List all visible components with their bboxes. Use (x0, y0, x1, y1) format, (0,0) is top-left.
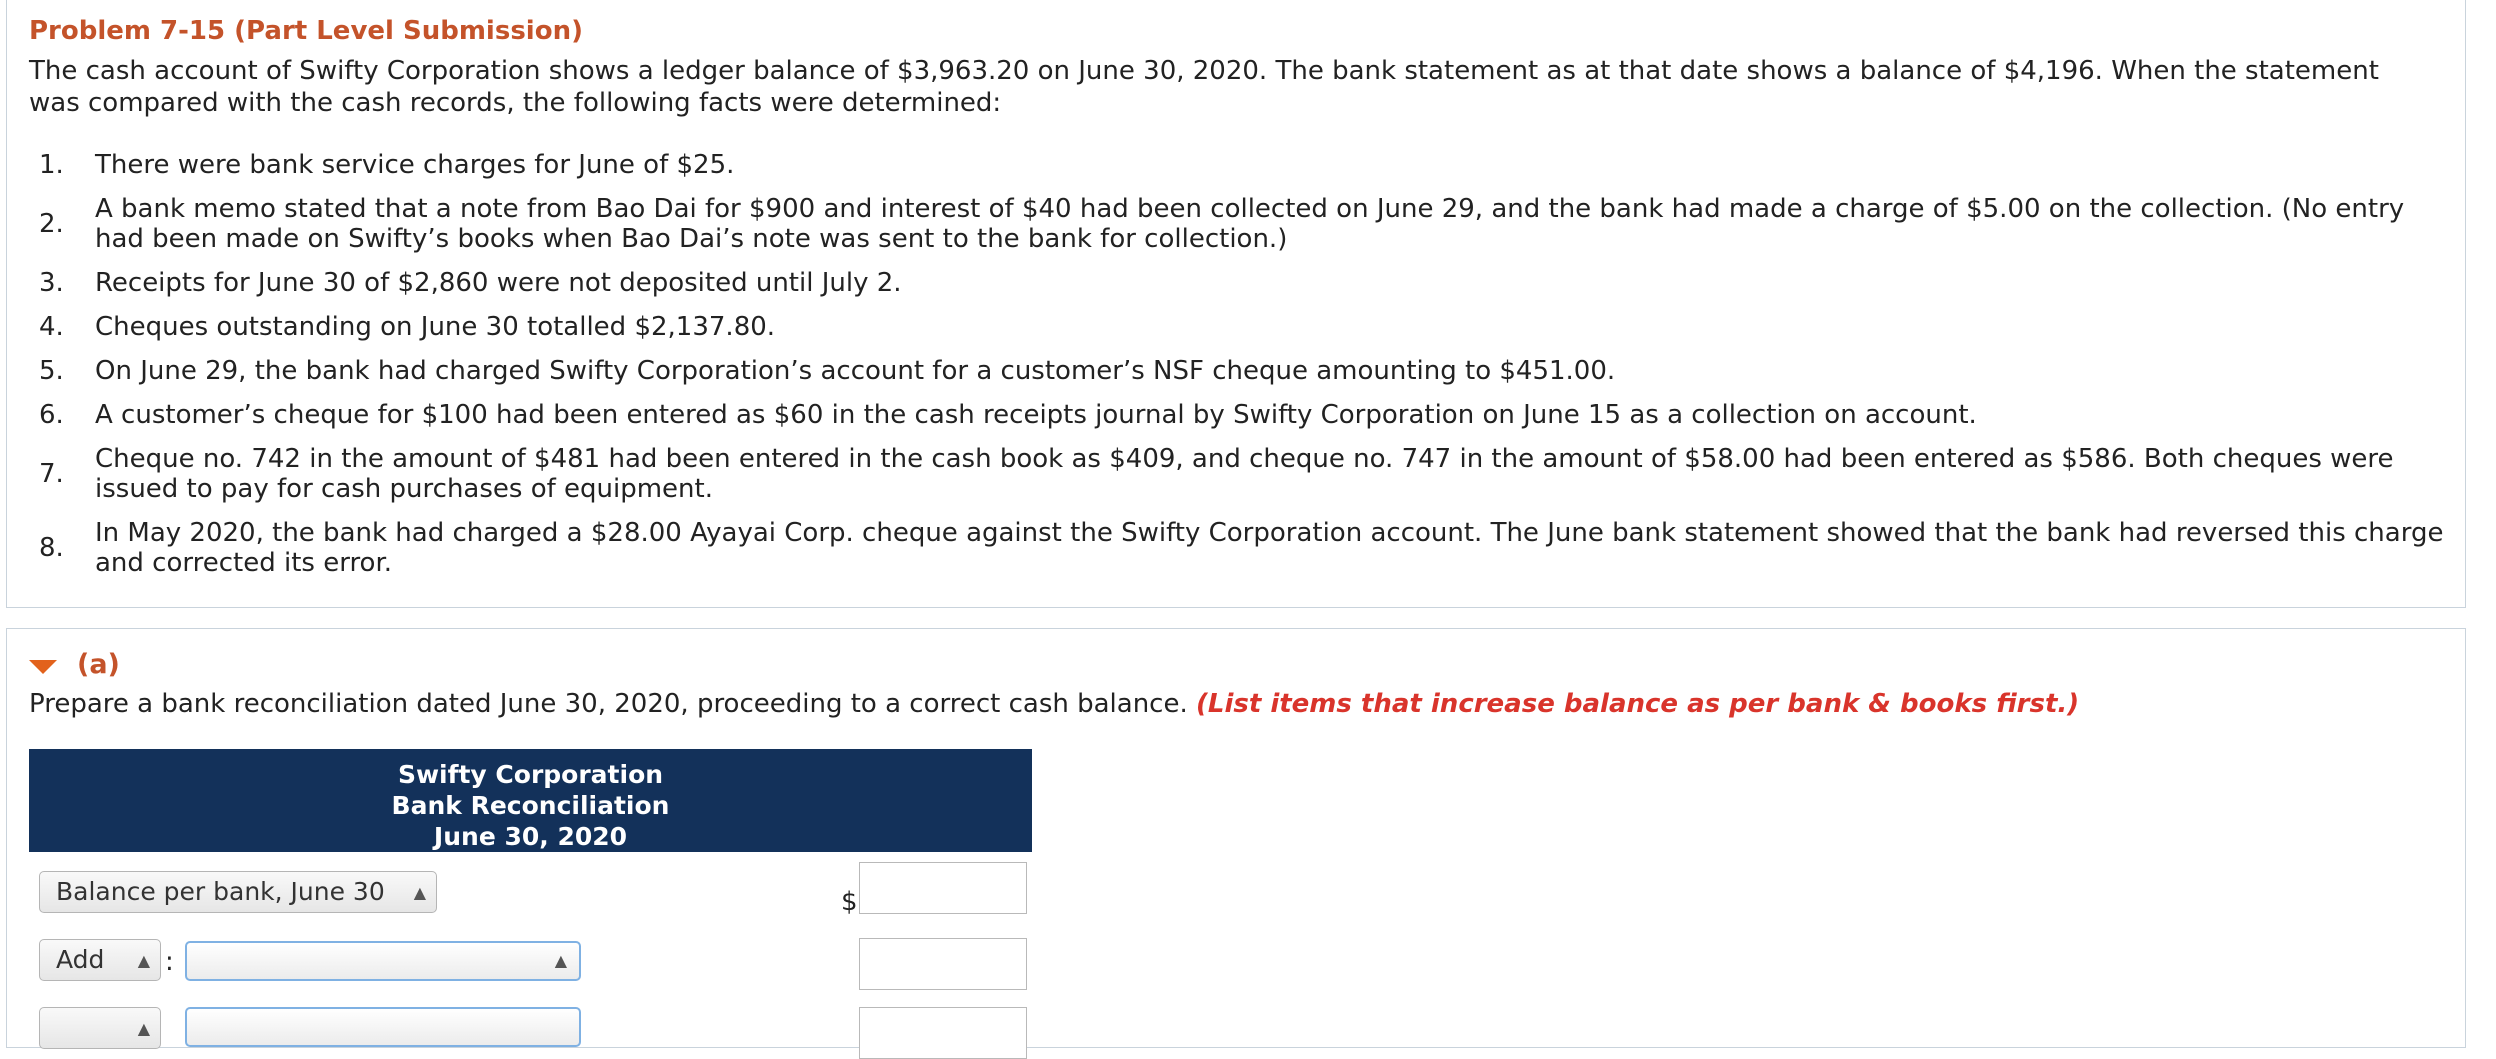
fact-text: Cheque no. 742 in the amount of $481 had been entered in the cash book as $409, and cheque no. 747 in the amount of $58.00 had been entered as $586. Both cheques were issued to pay for cash purchases of equipment. (95, 444, 2394, 504)
fact-text: In May 2020, the bank had charged a $28.00 Ayayai Corp. cheque against the Swifty Corporation account. The June bank statement showed that the bank had reversed this charge and corrected its error. (95, 518, 2444, 578)
balance-amount-input[interactable] (859, 862, 1027, 914)
reconciliation-header (29, 749, 1032, 852)
fact-number: 8. (39, 533, 64, 563)
fact-number: 6. (39, 400, 64, 430)
currency-symbol: $ (841, 887, 858, 917)
fact-text: A bank memo stated that a note from Bao Dai for $900 and interest of $40 had been collected on June 29, and the bank had made a charge of $5.00 on the collection. (No entry had been made on Swifty’s books when Bao Dai’s note was sent to the bank for collection.) (95, 194, 2405, 254)
fact-number: 3. (39, 268, 64, 298)
up-down-arrows-icon: ▲ (137, 951, 150, 970)
fact-text: Receipts for June 30 of $2,860 were not deposited until July 2. (95, 268, 902, 298)
fact-number: 7. (39, 459, 64, 489)
fact-text: Cheques outstanding on June 30 totalled $2,137.80. (95, 312, 776, 342)
part-a-heading[interactable]: (a) (77, 649, 120, 680)
up-down-arrows-icon: ▲ (413, 883, 426, 902)
part-a-instruction (29, 689, 2079, 719)
fact-text: There were bank service charges for June of $25. (95, 150, 735, 180)
balance-select[interactable] (39, 871, 437, 913)
add-select-value: Add (56, 945, 105, 974)
add-amount-input[interactable] (859, 938, 1027, 990)
fact-text: On June 29, the bank had charged Swifty Corporation’s account for a customer’s NSF cheque amounting to $451.00. (95, 356, 1616, 386)
row3-item-select[interactable] (185, 1007, 581, 1047)
instruction-text: Prepare a bank reconciliation dated June 30, 2020, proceeding to a correct cash balance. (29, 689, 1188, 719)
instruction-hint: (List items that increase balance as per bank & books first.) (1196, 689, 2080, 719)
company-name: Swifty Corporation (397, 760, 664, 789)
fact-number: 1. (39, 150, 64, 180)
problem-panel (6, 0, 2466, 608)
fact-number: 4. (39, 312, 64, 342)
statement-name: Bank Reconciliation (391, 791, 670, 820)
problem-intro: The cash account of Swifty Corporation shows a ledger balance of $3,963.20 on June 30, 2020. The bank statement as at that date shows a balance of $4,196. When the statement was compared with the cash records, the following facts were determined: (29, 56, 2379, 118)
item-select[interactable] (185, 941, 581, 981)
up-down-arrows-icon: ▲ (554, 951, 567, 970)
problem-title: Problem 7-15 (Part Level Submission) (29, 16, 583, 46)
colon-separator: : (165, 947, 174, 977)
fact-number: 5. (39, 356, 64, 386)
add-select[interactable] (39, 939, 161, 981)
row3-select[interactable] (39, 1007, 161, 1049)
row3-amount-input[interactable] (859, 1007, 1027, 1059)
fact-text: A customer’s cheque for $100 had been entered as $60 in the cash receipts journal by Swifty Corporation on June 15 as a collection on account. (95, 400, 1977, 430)
up-down-arrows-icon: ▲ (137, 1019, 150, 1038)
fact-number: 2. (39, 209, 64, 239)
balance-select-value: Balance per bank, June 30 (56, 877, 385, 906)
triangle-down-icon[interactable] (29, 660, 57, 674)
statement-date: June 30, 2020 (433, 822, 628, 851)
part-a-panel (6, 628, 2466, 1048)
